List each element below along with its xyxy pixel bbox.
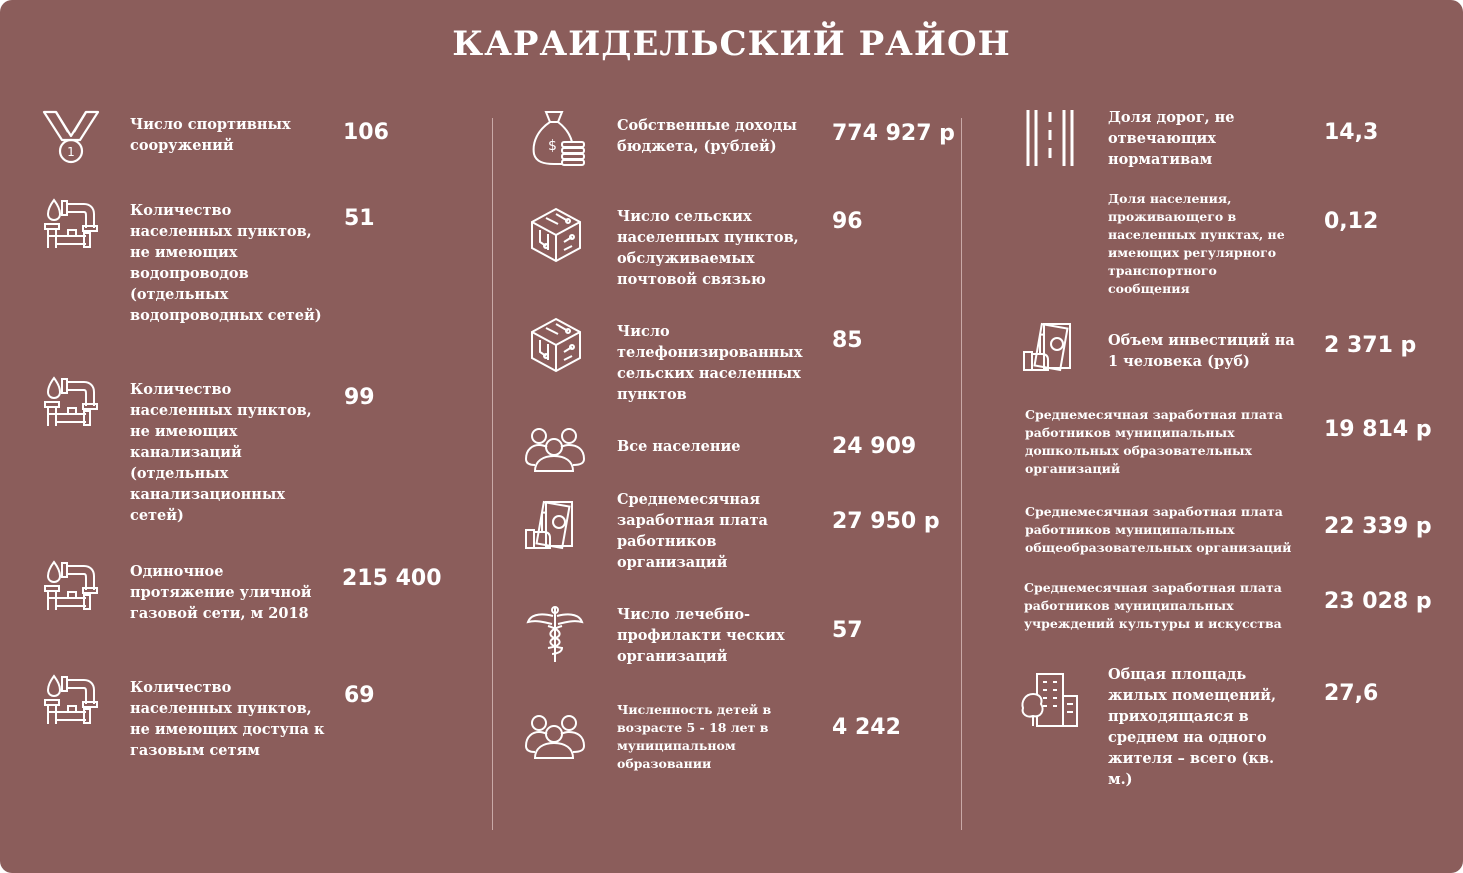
- people-group-icon: [523, 712, 587, 760]
- stat-label: Численность детей в возрасте 5 - 18 лет в муниципальном образовании: [617, 702, 772, 771]
- stat-value: 69: [344, 683, 375, 708]
- stat-label: Среднемесячная заработная плата работников муниципальных дошкольных образовательных организаций: [1025, 407, 1283, 476]
- water-pipes-icon: [44, 674, 100, 728]
- stat-value: 99: [344, 385, 375, 410]
- stat-label: Среднемесячная заработная плата работников муниципальных общеобразовательных организаций: [1025, 504, 1292, 555]
- stat-label: Число сельских населенных пунктов, обслуживаемых почтовой связью: [617, 208, 799, 288]
- stat-value: 22 339 р: [1324, 514, 1432, 539]
- stat-label: Среднемесячная заработная плата работников муниципальных учреждений культуры и искусства: [1024, 580, 1282, 631]
- network-cube-icon: [528, 316, 584, 374]
- stat-value: 14,3: [1324, 120, 1379, 145]
- caduceus-icon: [526, 604, 584, 666]
- network-cube-icon: [528, 206, 584, 264]
- people-group-icon: [523, 425, 587, 473]
- column-divider: [492, 118, 493, 830]
- stat-label: Количество населенных пунктов, не имеющих водопроводов (отдельных водопроводных сетей): [130, 202, 322, 324]
- stat-label: Все население: [617, 438, 741, 455]
- stat-value: 0,12: [1324, 209, 1379, 234]
- stat-label: Число лечебно-профилакти ческих организаций: [617, 606, 785, 665]
- stat-label: Количество населенных пунктов, не имеющих доступа к газовым сетям: [130, 679, 325, 759]
- water-pipes-icon: [44, 376, 100, 430]
- water-pipes-icon: [44, 198, 100, 252]
- stat-value: 57: [832, 618, 863, 643]
- stat-label: Число спортивных сооружений: [130, 116, 291, 154]
- stat-value: 106: [343, 120, 389, 145]
- stat-value: 24 909: [832, 434, 917, 459]
- stat-value: 27,6: [1324, 681, 1379, 706]
- stat-value: 2 371 р: [1324, 333, 1417, 358]
- stat-value: 215 400: [342, 566, 442, 591]
- stat-value: 96: [832, 209, 863, 234]
- building-tree-icon: [1019, 670, 1081, 728]
- stat-label: Общая площадь жилых помещений, приходящаяся в среднем на одного жителя – всего (кв. м.): [1108, 666, 1277, 788]
- stat-label: Одиночное протяжение уличной газовой сети, м 2018: [130, 563, 312, 622]
- stat-value: 774 927 р: [832, 121, 955, 146]
- svg-text:1: 1: [67, 145, 75, 159]
- stat-label: Количество населенных пунктов, не имеющих канализаций (отдельных канализационных сетей): [130, 381, 312, 524]
- column-divider: [961, 118, 962, 830]
- stat-label: Число телефонизированных сельских населенных пунктов: [617, 323, 803, 403]
- page-title: КАРАИДЕЛЬСКИЙ РАЙОН: [452, 24, 1011, 64]
- stat-label: Среднемесячная заработная плата работников организаций: [617, 491, 768, 571]
- water-pipes-icon: [44, 560, 100, 614]
- stat-value: 19 814 р: [1324, 417, 1432, 442]
- salary-hand-icon: [524, 500, 578, 552]
- stat-value: 51: [344, 206, 375, 231]
- stat-value: 4 242: [832, 715, 901, 740]
- stat-label: Собственные доходы бюджета, (рублей): [617, 117, 797, 155]
- stat-value: 85: [832, 328, 863, 353]
- stat-label: Объем инвестиций на 1 человека (руб): [1108, 332, 1295, 370]
- stat-label: Доля дорог, не отвечающих нормативам: [1108, 109, 1235, 168]
- stat-value: 27 950 р: [832, 509, 940, 534]
- road-icon: [1024, 108, 1076, 168]
- stat-value: 23 028 р: [1324, 589, 1432, 614]
- medal-icon: [40, 108, 102, 166]
- svg-text:$: $: [548, 138, 557, 154]
- salary-hand-icon: [1022, 322, 1076, 374]
- money-bag-icon: [528, 108, 590, 168]
- stat-label: Доля населения, проживающего в населенных пунктах, не имеющих регулярного транспортного сообщения: [1108, 191, 1285, 296]
